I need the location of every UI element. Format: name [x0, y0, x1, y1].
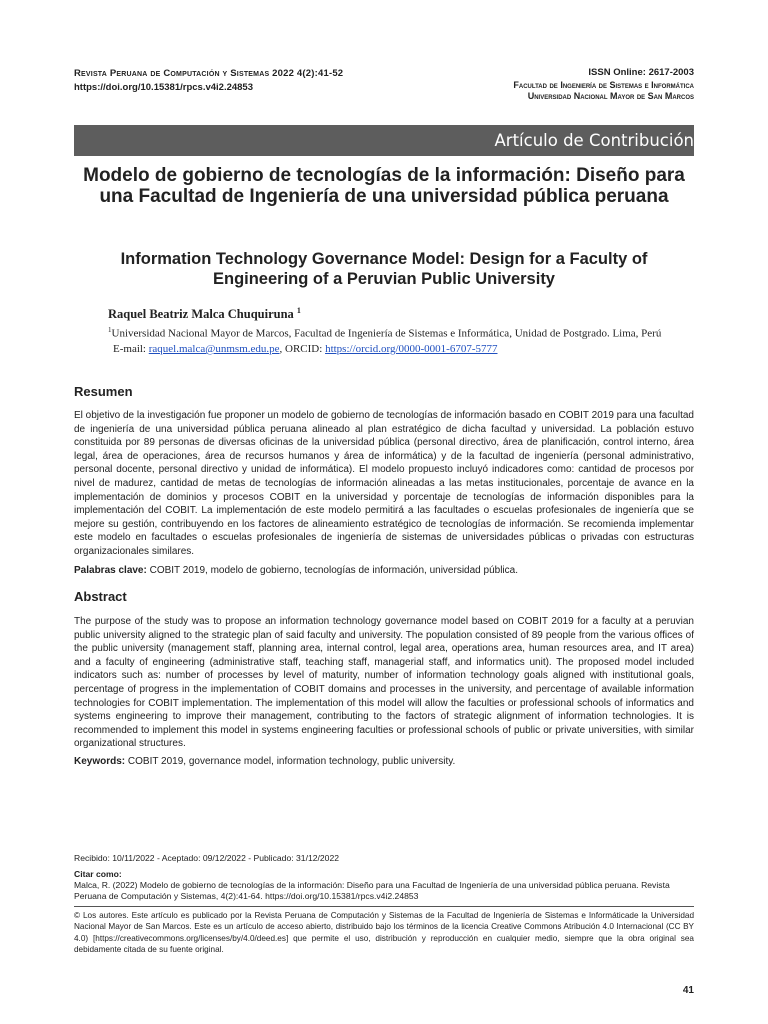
affiliation: [108, 326, 661, 340]
keywords-text: COBIT 2019, governance model, information technology, public university.: [125, 756, 456, 767]
affiliation-text: Universidad Nacional Mayor de Marcos, Facultad de Ingeniería de Sistemas e Informática, Unidad de Postgrado. Lima, Perú: [111, 327, 662, 340]
faculty-name: Facultad de Ingeniería de Sistemas e Informática: [513, 80, 694, 90]
abstract-heading: Abstract: [74, 589, 127, 604]
header-left: [74, 67, 343, 95]
email-label: E-mail:: [113, 343, 149, 355]
resumen-text: El objetivo de la investigación fue proponer un modelo de gobierno de tecnologías de información basado en COBIT 2019 para una facultad de ingeniería de una universidad pública peruana alineado al plan estratégico de dicha facultad y universidad. La población estuvo constituida por 89 personas de diversas oficinas de la universidad pública (personal directivo, área de planificación, control interno, área legal, área de operaciones, área de recursos humanos y área de informática) y de la facultad de ingeniería (personal administrativo, personal docente, personal directivo y unidad de informática). El modelo propuesto incluyó indicadores como: cantidad de procesos por nivel de madurez, cantidad de metas de tecnologías de información alineadas a las metas institucionales, porcentaje de avance en la implementación de dominios y procesos COBIT en la universidad y porcentaje de tecnologías de información disponibles para la implementación del COBIT. La implementación de este modelo permitirá a las facultades o escuelas profesionales de ingeniería que se mejore su gestión, contribuyendo en los factores de alineamiento estratégico de tecnologías de información. Se recomienda implementar este modelo en facultades o escuelas profesionales de ingeniería de sistemas de universidades públicas o privadas con estructuras organizacionales similares.: [74, 410, 694, 557]
palabras-clave-text: COBIT 2019, modelo de gobierno, tecnologías de información, universidad pública.: [146, 565, 518, 576]
university-name: Universidad Nacional Mayor de San Marcos: [527, 91, 694, 101]
article-type-band: Artículo de Contribución: [74, 125, 694, 156]
dates-line: Recibido: 10/11/2022 - Aceptado: 09/12/2022 - Publicado: 31/12/2022: [74, 853, 340, 863]
license-text: © Los autores. Este artículo es publicado por la Revista Peruana de Computación y Sistemas de la Facultad de Ingeniería de Sistemas e Informáticade la Universidad Nacional Mayor de San Marcos. Este es un artículo de acceso abierto, distribuido bajo los términos de la licencia Creative Commons Atribución 4.0 Internacional (CC BY 4.0) [https://creativecommons.org/licenses/by/4.0/deed.es] que permite el uso, distribución y reproducción en cualquier medio, siempre que la obra original sea debidamente citada de su fuente original.: [74, 911, 694, 955]
orcid-label: , ORCID:: [279, 343, 326, 355]
header-doi[interactable]: https://doi.org/10.15381/rpcs.v4i2.24853: [74, 82, 254, 93]
palabras-clave-label: Palabras clave:: [74, 565, 147, 576]
cite-text: Malca, R. (2022) Modelo de gobierno de tecnologías de la información: Diseño para una Facultad de Ingeniería de una universidad pública peruana. Revista Peruana de Computación y Sistemas, 4(2):41-64. https://doi.org/10.15381/rpcs.v4i2.24853: [74, 880, 670, 902]
abstract-text: The purpose of the study was to propose an information technology governance model based on COBIT 2019 for a faculty at a peruvian public university aligned to the strategic plan of said faculty and university. The population consisted of 89 people from the various offices of the public university (management staff, planning area, internal control, legal area, operations area, human resources area, and IT area) and a faculty of engineering (administrative staff, teaching staff, managerial staff, and informatics unit). The proposed model included indicators such as: number of processes by level of maturity, number of information technology goals aligned with institutional goals, percentage of progress in the implementation of COBIT domains and processes in the university, and percentage of available information technologies for COBIT implementation. The implementation of this model will allow the faculties or professional schools of informatics and systems engineering to improve their management, contributing to the factors of strategic alignment of information technologies. It is recommended to implement this model in systems engineering faculties or professional schools of public or private universities, with similar organizational structures.: [74, 616, 694, 750]
journal-citation: Revista Peruana de Computación y Sistemas 2022 4(2):41-52: [74, 68, 344, 79]
keywords: [74, 756, 455, 767]
contact-line: [113, 343, 498, 355]
page-number: 41: [682, 985, 694, 996]
author-sup: 1: [296, 306, 301, 315]
title-english: Information Technology Governance Model: Design for a Faculty of Engineering of a Peruvian Public University: [120, 250, 648, 288]
palabras-clave: [74, 565, 518, 576]
resumen-heading: Resumen: [74, 384, 133, 399]
title-spanish: Modelo de gobierno de tecnologías de la información: Diseño para una Facultad de Ingeniería de una universidad pública peruana: [83, 165, 685, 207]
keywords-label: Keywords:: [74, 756, 126, 767]
header-right: [513, 67, 694, 102]
orcid-link[interactable]: https://orcid.org/0000-0001-6707-5777: [325, 343, 498, 355]
cite-label: Citar como:: [74, 869, 122, 879]
author-name: Raquel Beatriz Malca Chuquiruna: [108, 307, 294, 322]
email-link[interactable]: raquel.malca@unmsm.edu.pe: [148, 343, 280, 355]
affil-sup: 1: [108, 326, 112, 334]
author-line: [108, 306, 301, 322]
issn: ISSN Online: 2617-2003: [588, 67, 694, 78]
footer-rule: [74, 906, 694, 907]
